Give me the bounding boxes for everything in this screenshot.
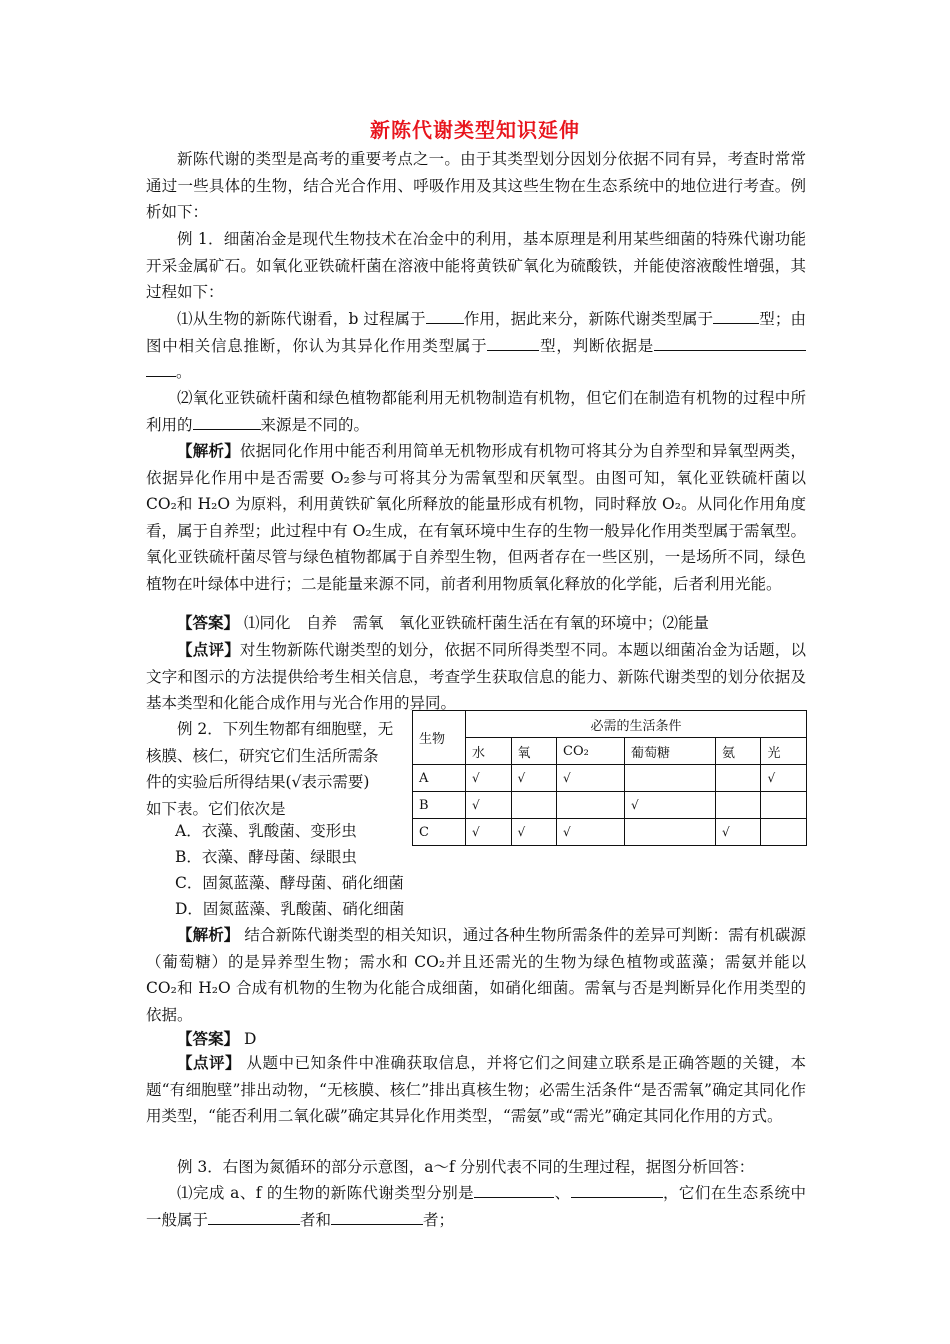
table-cell: [624, 819, 715, 846]
q1-text-c: ，它们在生态系统中一般属于: [146, 1184, 806, 1229]
table-cell: [761, 792, 807, 819]
option-a[interactable]: A．衣藻、乳酸菌、变形虫: [175, 822, 357, 840]
example-1-question-1: [146, 306, 806, 386]
example-2-answer: [146, 1026, 806, 1053]
column-header: 水: [466, 738, 512, 765]
analysis-label: 【解析】: [177, 925, 240, 944]
answer-label: 【答案】: [177, 613, 240, 632]
q1-text-a: ⑴完成 a、f 的生物的新陈代谢类型分别是: [177, 1184, 475, 1202]
q1-text-b: 、: [554, 1184, 571, 1202]
table-cell: √: [557, 819, 625, 846]
table-cell: √: [761, 765, 807, 792]
answer-text: D: [239, 1030, 257, 1048]
stem-line: 例 2．下列生物都有细胞壁，无: [177, 720, 394, 738]
answer-blank[interactable]: [146, 361, 176, 377]
comment-text: 对生物新陈代谢类型的划分，依据不同所得类型不同。本题以细菌冶金为话题，以文字和图示的方法提供给考生相关信息，考查学生获取信息的能力、新陈代谢类型的划分依据及基本类型和化能合成作用与光合作用的异同。: [146, 641, 806, 712]
table-cell: √: [511, 819, 557, 846]
q1-text-a: ⑴从生物的新陈代谢看，b 过程属于: [177, 310, 426, 328]
option-b[interactable]: B．衣藻、酵母菌、绿眼虫: [175, 848, 357, 866]
analysis-text: 依据同化作用中能否利用简单无机物形成有机物可将其分为自养型和异氧型两类，依据异化作用中是否需要 O₂参与可将其分为需氧型和厌氧型。由图可知，氧化亚铁硫杆菌以 CO₂和 H₂O 为原料，利用黄铁矿氧化所释放的能量形成有机物，同时释放 O₂。从同化作用角度看，属于自养型；此过程中有 O₂生成，在有氧环境中生存的生物一般异化作用类型属于需氧型。氧化亚铁硫杆菌尽管与绿色植物都属于自养型生物，但两者存在一些区别，一是场所不同，绿色植物在叶绿体中进行；二是能量来源不同，前者利用物质氧化释放的化学能，后者利用光能。: [146, 442, 806, 593]
table-cell: [511, 792, 557, 819]
conditions-table: [412, 710, 807, 846]
table-row: [413, 765, 807, 792]
answer-blank[interactable]: [713, 308, 759, 324]
answer-text: ⑴同化 自养 需氧 氧化亚铁硫杆菌生活在有氧的环境中；⑵能量: [239, 614, 709, 632]
table-cell: [715, 765, 761, 792]
answer-blank[interactable]: [654, 335, 806, 351]
table-cell: [557, 792, 625, 819]
table-cell: √: [466, 819, 512, 846]
example-1-answer: [146, 610, 806, 637]
q1-text-c: 型；由图中相关信息推断，你认为其异化作用类型属于: [146, 310, 806, 355]
analysis-label: 【解析】: [177, 441, 240, 460]
table-cell: √: [715, 819, 761, 846]
analysis-text: 结合新陈代谢类型的相关知识，通过各种生物所需条件的差异可判断：需有机碳源（葡萄糖）的是异养型生物；需水和 CO₂并且还需光的生物为绿色植物或蓝藻；需氨并能以 CO₂和 H₂O 合成有机物的生物为化能合成细菌，如硝化细菌。需氧与否是判断异化作用类型的依据。: [146, 926, 806, 1024]
table-cell: [715, 792, 761, 819]
answer-label: 【答案】: [177, 1029, 240, 1048]
table-cell: [761, 819, 807, 846]
column-header: CO₂: [557, 738, 625, 765]
example-1-question-2: [146, 385, 806, 438]
q1-text-e: 者；: [423, 1210, 455, 1229]
comment-text: 从题中已知条件中准确获取信息，并将它们之间建立联系是正确答题的关键，本题“有细胞壁”排出动物，“无核膜、核仁”排出真核生物；必需生活条件“是否需氧”确定其同化作用类型，“能否利用二氧化碳”确定其异化作用类型，“需氨”或“需光”确定其同化作用的方式。: [146, 1054, 806, 1125]
table-cell: √: [624, 792, 715, 819]
column-header: 氧: [511, 738, 557, 765]
example-3-question-1: [146, 1180, 806, 1233]
row-label: B: [413, 792, 466, 819]
example-2-stem: [146, 716, 408, 822]
table-cell: √: [466, 792, 512, 819]
answer-blank[interactable]: [571, 1182, 663, 1198]
q1-text-b: 作用，据此来分，新陈代谢类型属于: [463, 310, 714, 328]
answer-blank[interactable]: [331, 1209, 423, 1225]
intro-paragraph: 新陈代谢的类型是高考的重要考点之一。由于其类型划分因划分依据不同有异，考查时常常通过一些具体的生物，结合光合作用、呼吸作用及其这些生物在生态系统中的地位进行考查。例析如下：: [146, 150, 806, 221]
q2-text-b: 来源是不同的。: [260, 415, 370, 434]
q1-text-e: 。: [176, 363, 192, 381]
option-c[interactable]: C．固氮蓝藻、酵母菌、硝化细菌: [175, 874, 404, 892]
table-cell: √: [511, 765, 557, 792]
answer-blank[interactable]: [208, 1209, 300, 1225]
answer-blank[interactable]: [426, 308, 464, 324]
table-cell: √: [557, 765, 625, 792]
group-header: 必需的生活条件: [466, 711, 807, 738]
comment-label: 【点评】: [177, 640, 240, 659]
column-header: 光: [761, 738, 807, 765]
table-cell: √: [466, 765, 512, 792]
q1-text-d: 者和: [300, 1210, 332, 1229]
row-label: A: [413, 765, 466, 792]
row-header: 生物: [413, 711, 466, 765]
example-1-stem: 例 1．细菌冶金是现代生物技术在冶金中的利用，基本原理是利用某些细菌的特殊代谢功能开采金属矿石。如氧化亚铁硫杆菌在溶液中能将黄铁矿氧化为硫酸铁，并能使溶液酸性增强，其过程如下：: [146, 230, 806, 301]
table-cell: [624, 765, 715, 792]
table-row: [413, 792, 807, 819]
comment-label: 【点评】: [177, 1053, 242, 1072]
q2-text-a: ⑵氧化亚铁硫杆菌和绿色植物都能利用无机物制造有机物，但它们在制造有机物的过程中所利用的: [146, 389, 806, 434]
example-1-analysis: [146, 438, 806, 597]
row-label: C: [413, 819, 466, 846]
answer-blank[interactable]: [474, 1182, 554, 1198]
answer-blank[interactable]: [487, 335, 539, 351]
table-row: [413, 819, 807, 846]
q1-text-d: 型，判断依据是: [539, 336, 654, 355]
example-3-stem: 例 3．右图为氮循环的部分示意图，a～f 分别代表不同的生理过程，据图分析回答：: [177, 1158, 755, 1176]
document-title: 新陈代谢类型知识延伸: [370, 118, 580, 142]
column-header: 葡萄糖: [624, 738, 715, 765]
example-2-comment: [146, 1050, 806, 1130]
column-header: 氨: [715, 738, 761, 765]
answer-blank[interactable]: [193, 414, 261, 430]
example-1-comment: [146, 637, 806, 717]
example-2-analysis: [146, 922, 806, 1028]
option-d[interactable]: D．固氮蓝藻、乳酸菌、硝化细菌: [175, 900, 405, 918]
stem-line: 件的实验后所得结果(√表示需要): [146, 773, 370, 791]
stem-line: 如下表。它们依次是: [146, 799, 286, 818]
stem-line: 核膜、核仁，研究它们生活所需条: [146, 746, 379, 765]
